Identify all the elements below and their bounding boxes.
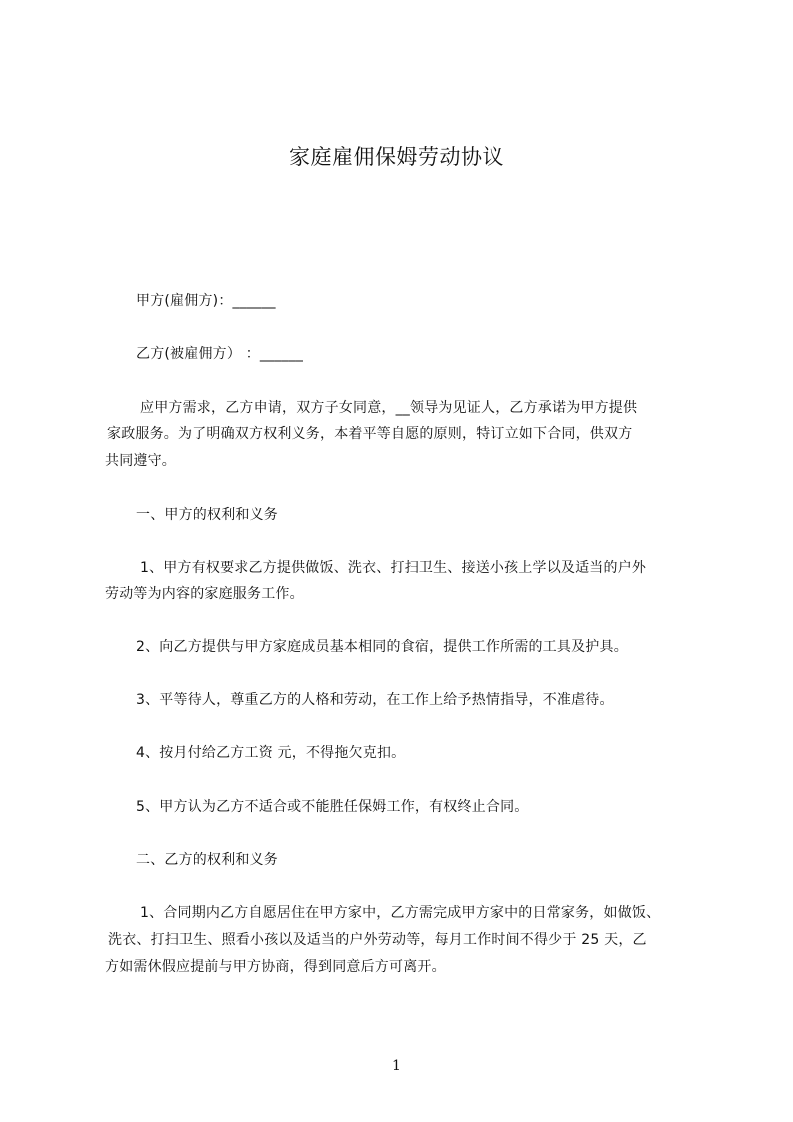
section-1-item-4: 4、按月付给乙方工资 元，不得拖欠克扣。 (136, 745, 406, 761)
page-number: 1 (392, 1058, 401, 1074)
section-1-heading: 一、甲方的权利和义务 (136, 507, 278, 523)
section-2-heading: 二、乙方的权利和义务 (136, 852, 278, 868)
section-2-item-1-line-2: 洗衣、打扫卫生、照看小孩以及适当的户外劳动等，每月工作时间不得少于 25 天，乙 (108, 932, 647, 948)
party-a-line: 甲方(雇佣方)：______ (136, 293, 276, 309)
party-b-line: 乙方(被雇佣方） ：______ (136, 346, 304, 362)
intro-line-1: 应甲方需求，乙方申请，双方子女同意，__领导为见证人，乙方承诺为甲方提供 (140, 400, 638, 416)
section-1-item-1-line-1: 1、甲方有权要求乙方提供做饭、洗衣、打扫卫生、接送小孩上学以及适当的户外 (140, 560, 647, 576)
intro-line-2: 家政服务。为了明确双方权利义务，本着平等自愿的原则，特订立如下合同，供双方 (107, 426, 633, 442)
section-2-item-1-line-3: 方如需休假应提前与甲方协商，得到同意后方可离开。 (105, 959, 446, 975)
document-title: 家庭雇佣保姆劳动协议 (289, 145, 504, 169)
section-1-item-3: 3、平等待人，尊重乙方的人格和劳动，在工作上给予热情指导，不准虐待。 (136, 692, 614, 708)
section-2-item-1-line-1: 1、合同期内乙方自愿居住在甲方家中，乙方需完成甲方家中的日常家务，如做饭、 (140, 905, 661, 921)
section-1-item-1-line-2: 劳动等为内容的家庭服务工作。 (105, 586, 304, 602)
intro-line-3: 共同遵守。 (105, 453, 176, 469)
section-1-item-5: 5、甲方认为乙方不适合或不能胜任保姆工作，有权终止合同。 (136, 799, 529, 815)
section-1-item-2: 2、向乙方提供与甲方家庭成员基本相同的食宿，提供工作所需的工具及护具。 (136, 639, 628, 655)
